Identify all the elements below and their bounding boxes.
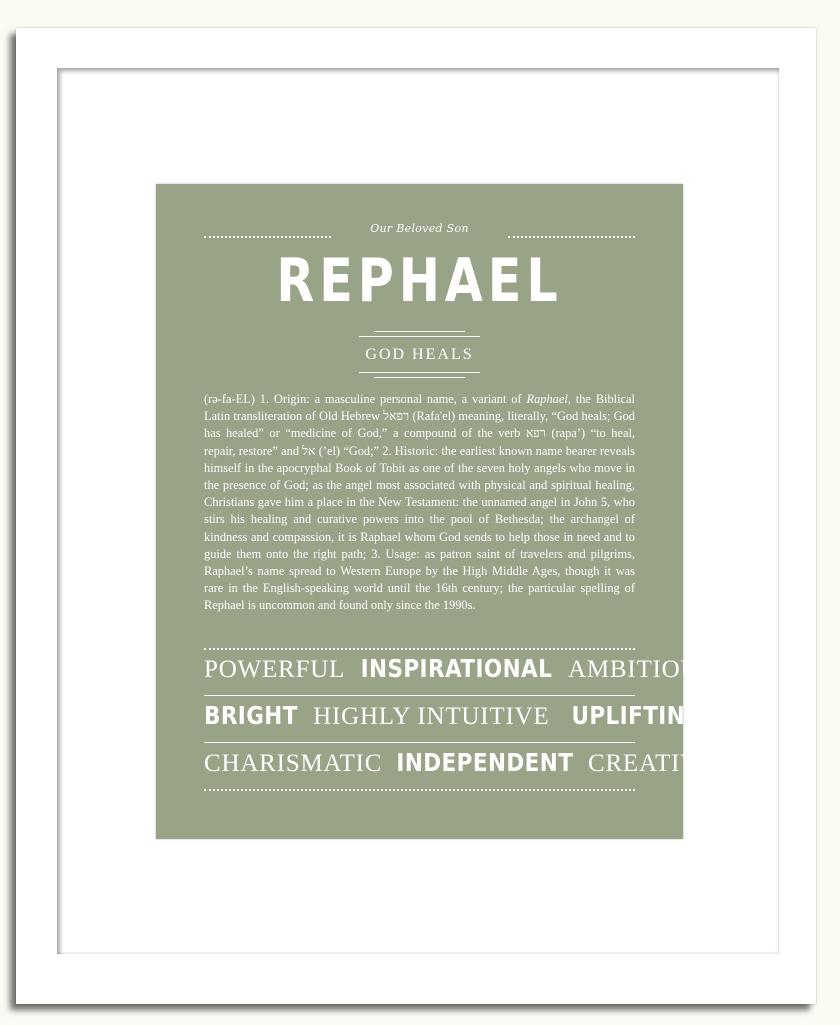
dotted-divider [508,236,635,238]
trait-word: POWERFUL [204,656,346,683]
dotted-divider [204,648,635,650]
name-meaning: GOD HEALS [365,346,474,363]
name-print [156,184,716,839]
trait-row [204,748,716,782]
frame-mat [57,68,779,954]
name-definition [204,391,635,615]
trait-word: BRIGHT [204,701,298,730]
trait-row [204,654,715,688]
rule-line [374,377,465,378]
trait-row [204,701,703,735]
dotted-divider [204,789,635,791]
trait-word: INDEPENDENT [396,748,574,777]
picture-frame [16,28,816,1004]
trait-word: CREATIVE [587,750,716,777]
definition-text: (rə-fa-EL) 1. Origin: a masculine personal name, a variant of [204,392,527,406]
rule-line [374,331,465,332]
rule-line [204,695,635,696]
trait-word: INSPIRATIONAL [360,654,553,683]
trait-word: HIGHLY INTUITIVE [313,703,550,730]
rule-line [359,336,480,337]
trait-word: UPLIFTING [570,701,703,730]
trait-word: AMBITIOUS [567,656,715,683]
print-name: REPHAEL [276,246,563,316]
rule-line [359,372,480,373]
rule-line [204,742,635,743]
definition-text: , the Biblical Latin transliteration of Old Hebrew רפאל (Rafa'el) meaning, literally, “God heals; God has healed” or “medicine of God,” a compound of the verb רפא (rapa’) “to heal, repair, restore” and אל (’el) “God;” 2. Historic: the earliest known name bearer reveals himself in the apocryphal Book of Tobit as one of the seven holy angels who move in the presence of God; as the angel most associated with physical and spiritual healing, Christians gave him a place in the New Testament: the unnamed angel in John 5, who stirs his healing and curative powers into the pool of Bethesda; the archangel of kindness and compassion, it is Raphael whom God sends to help those in need and to guide them onto the right path; 3. Usage: as patron saint of travelers and pilgrims, Raphael’s name spread to Western Europe by the High Middle Ages, though it was rare in the English-speaking world until the 16th century; the particular spelling of Rephael is uncommon and found only since the 1990s. [204,392,635,613]
trait-word: CHARISMATIC [204,750,383,777]
print-subtitle: Our Beloved Son [370,222,469,235]
definition-italic-name: Raphael [526,392,568,406]
dotted-divider [204,236,331,238]
